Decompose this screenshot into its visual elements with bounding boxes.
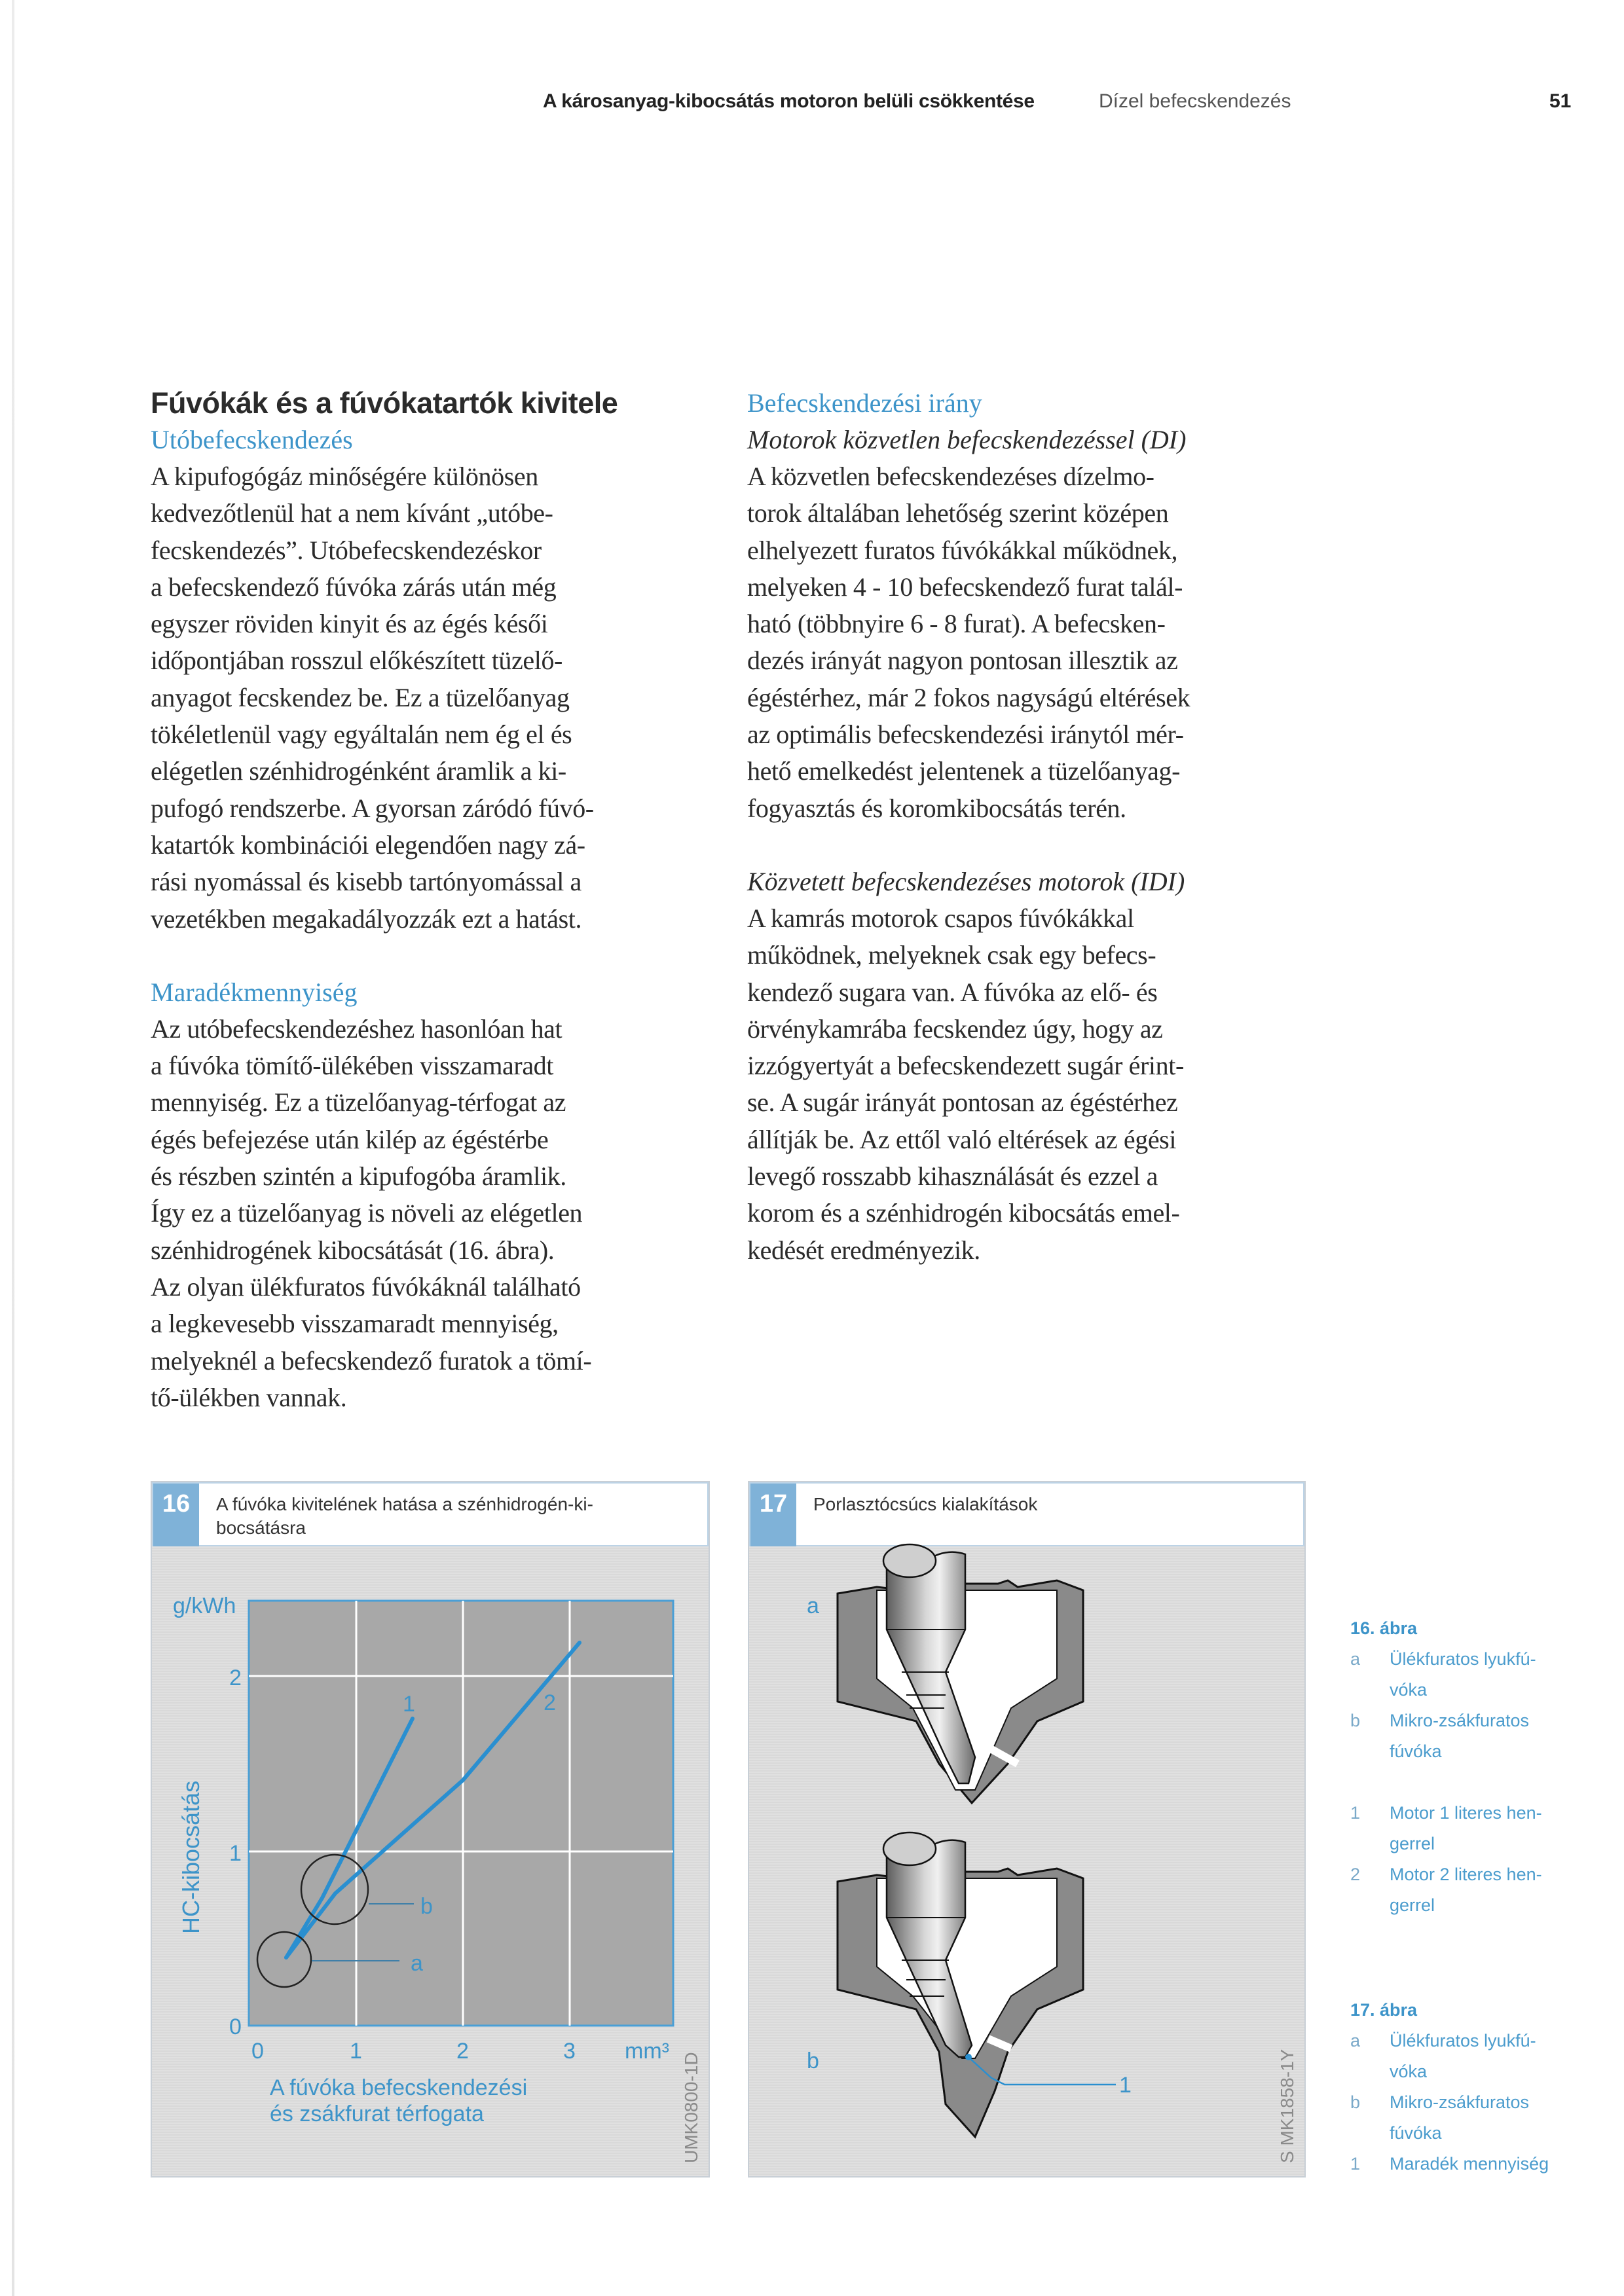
page-number: 51 bbox=[1549, 90, 1572, 112]
text-line: a fúvóka tömítő-ülékében visszamaradt bbox=[151, 1051, 553, 1081]
y-tick-0: 0 bbox=[229, 2014, 242, 2039]
y-tick-2: 2 bbox=[229, 1666, 242, 1690]
legend-item bbox=[1350, 2087, 1586, 2149]
running-header-chapter: Dízel befecskendezés bbox=[1099, 90, 1291, 112]
legend-16-title: 16. ábra bbox=[1350, 1618, 1418, 1638]
legend-key: a bbox=[1350, 1649, 1361, 1669]
text-line: és részben szintén a kipufogóba áramlik. bbox=[151, 1161, 566, 1192]
paragraph-di bbox=[747, 458, 1323, 827]
text-line: Az olyan ülékfuratos fúvókáknál található bbox=[151, 1271, 581, 1302]
text-line: melyeknél a befecskendező furatok a tömí- bbox=[151, 1345, 592, 1376]
text-line: Az utóbefecskendezéshez hasonlóan hat bbox=[151, 1013, 563, 1044]
legend-item bbox=[1350, 1705, 1586, 1767]
text-line: működnek, melyeknek csak egy befecs- bbox=[747, 940, 1156, 970]
text-line: torok általában lehetőség szerint középen bbox=[747, 498, 1169, 528]
legend-key: 1 bbox=[1350, 1803, 1361, 1823]
legend-item bbox=[1350, 1798, 1586, 1859]
legend-key: 2 bbox=[1350, 1865, 1361, 1884]
marker-label-a: a bbox=[411, 1951, 423, 1976]
text-line: állítják be. Az ettől való eltérések az égési bbox=[747, 1124, 1177, 1154]
text-line: a befecskendező fúvóka zárás után még bbox=[151, 572, 557, 602]
callout-label-1: 1 bbox=[1119, 2073, 1132, 2098]
text-line: örvénykamrába fecskendez úgy, hogy az bbox=[747, 1013, 1163, 1044]
legend-item bbox=[1350, 2026, 1586, 2087]
text-line: Így ez a tüzelőanyag is növeli az elégetlen bbox=[151, 1198, 583, 1228]
text-line: elhelyezett furatos fúvókákkal működnek, bbox=[747, 535, 1178, 565]
x-axis-label-line2: és zsákfurat térfogata bbox=[270, 2102, 484, 2126]
figure-17 bbox=[748, 1481, 1306, 2178]
panel-label-a: a bbox=[807, 1594, 819, 1618]
nozzle-b-drawing bbox=[838, 1832, 1116, 2137]
text-line: mennyiség. Ez a tüzelőanyag-térfogat az bbox=[151, 1087, 566, 1118]
text-line: dezés irányát nagyon pontosan illesztik az bbox=[747, 646, 1178, 676]
curve-label-2: 2 bbox=[544, 1690, 556, 1715]
y-axis-label: HC-kibocsátás bbox=[177, 1780, 204, 1934]
paragraph-maradekmennyiseg bbox=[151, 1011, 727, 1416]
marker-label-b: b bbox=[420, 1894, 433, 1919]
left-column bbox=[151, 385, 727, 1416]
figure-16-number: 16 bbox=[153, 1484, 199, 1546]
text-line: a legkevesebb visszamaradt mennyiség, bbox=[151, 1309, 559, 1339]
page-title: Fúvókák és a fúvókatartók kivitele bbox=[151, 386, 618, 420]
text-line: időpontjában rosszul előkészített tüzelő- bbox=[151, 646, 563, 676]
text-line: elégetlen szénhidrogénként áramlik a ki- bbox=[151, 756, 566, 786]
figure-16 bbox=[151, 1481, 710, 2178]
paragraph-idi bbox=[747, 900, 1323, 1269]
text-line: vezetékben megakadályozzák ezt a hatást. bbox=[151, 903, 582, 934]
y-unit: g/kWh bbox=[173, 1594, 236, 1618]
subheading-idi: Közvetett befecskendezéses motorok (IDI) bbox=[747, 866, 1185, 896]
text-line: rási nyomással és kisebb tartónyomással a bbox=[151, 867, 581, 897]
text-line: tökéletlenül vagy egyáltalán nem ég el és bbox=[151, 720, 572, 750]
section-heading-utobefecskendezes: Utóbefecskendezés bbox=[151, 425, 353, 454]
x-tick-2: 2 bbox=[456, 2039, 469, 2064]
text-line: égés befejezése után kilép az égéstérbe bbox=[151, 1124, 549, 1154]
figure-16-legend bbox=[1350, 1613, 1586, 1921]
text-line: szénhidrogének kibocsátását (16. ábra). bbox=[151, 1235, 555, 1265]
text-line: korom és a szénhidrogén kibocsátás emel- bbox=[747, 1198, 1180, 1228]
legend-value: Motor 2 literes hen- gerrel bbox=[1390, 1865, 1542, 1915]
legend-key: 1 bbox=[1350, 2154, 1361, 2174]
curve-label-1: 1 bbox=[403, 1692, 415, 1717]
y-tick-1: 1 bbox=[229, 1841, 242, 1866]
hc-emission-chart bbox=[152, 1482, 709, 2176]
figure-17-title: Porlasztócsúcs kialakítások bbox=[813, 1494, 1038, 1514]
section-heading-maradekmennyiseg: Maradékmennyiség bbox=[151, 977, 358, 1007]
nozzle-tip-illustrations bbox=[749, 1482, 1304, 2176]
text-line: pufogó rendszerbe. A gyorsan záródó fúvó- bbox=[151, 793, 594, 823]
figure-17-code: S MK1858-1Y bbox=[1277, 2049, 1297, 2163]
text-line: anyagot fecskendez be. Ez a tüzelőanyag bbox=[151, 682, 570, 712]
scan-edge-artifact bbox=[12, 0, 14, 2296]
legend-value: Motor 1 literes hen- gerrel bbox=[1390, 1803, 1542, 1853]
text-line: hető emelkedést jelentenek a tüzelőanyag- bbox=[747, 756, 1181, 786]
nozzle-a-drawing bbox=[838, 1544, 1083, 1803]
legend-key: b bbox=[1350, 1711, 1361, 1730]
text-line: tő-ülékben vannak. bbox=[151, 1382, 347, 1412]
text-line: egyszer röviden kinyit és az égés késői bbox=[151, 609, 548, 639]
text-line: fecskendezés”. Utóbefecskendezéskor bbox=[151, 535, 542, 565]
text-line: A közvetlen befecskendezéses dízelmo- bbox=[747, 462, 1154, 491]
panel-label-b: b bbox=[807, 2049, 819, 2073]
legend-item bbox=[1350, 1644, 1586, 1705]
x-axis-label-line1: A fúvóka befecskendezési bbox=[270, 2075, 528, 2100]
text-line: égéstérhez, már 2 fokos nagyságú eltérések bbox=[747, 682, 1190, 712]
figure-16-title-line: bocsátásra bbox=[216, 1518, 306, 1538]
running-header-section: A károsanyag-kibocsátás motoron belüli csökkentése bbox=[543, 90, 1035, 112]
figure-17-legend bbox=[1350, 1995, 1586, 2179]
legend-17-title: 17. ábra bbox=[1350, 2000, 1418, 2020]
text-line: az optimális befecskendezési iránytól mér- bbox=[747, 720, 1184, 750]
legend-key: b bbox=[1350, 2092, 1361, 2112]
x-tick-0: 0 bbox=[251, 2039, 264, 2064]
text-line: melyeken 4 - 10 befecskendező furat talál- bbox=[747, 572, 1183, 602]
text-line: kedvezőtlenül hat a nem kívánt „utóbe- bbox=[151, 498, 553, 528]
x-unit: mm³ bbox=[625, 2039, 669, 2064]
right-column bbox=[747, 385, 1323, 1269]
figure-16-code: UMK0800-1D bbox=[681, 2052, 701, 2163]
running-header bbox=[0, 90, 1624, 117]
text-line: kendező sugara van. A fúvóka az elő- és bbox=[747, 977, 1158, 1007]
paragraph-utobefecskendezes bbox=[151, 458, 727, 938]
x-tick-1: 1 bbox=[350, 2039, 362, 2064]
text-line: ható (többnyire 6 - 8 furat). A befecsken- bbox=[747, 609, 1166, 639]
legend-item bbox=[1350, 1859, 1586, 1921]
legend-item bbox=[1350, 2149, 1586, 2179]
text-line: A kipufogógáz minőségére különösen bbox=[151, 462, 538, 491]
text-line: izzógyertyát a befecskendezett sugár érint- bbox=[747, 1051, 1184, 1081]
subheading-di: Motorok közvetlen befecskendezéssel (DI) bbox=[747, 425, 1187, 454]
legend-value: Mikro-zsákfuratos fúvóka bbox=[1390, 2092, 1530, 2143]
x-tick-3: 3 bbox=[563, 2039, 576, 2064]
section-heading-befecskendezesi-irany: Befecskendezési irány bbox=[747, 388, 982, 418]
legend-value: Maradék mennyiség bbox=[1390, 2154, 1549, 2174]
figure-16-title-line: A fúvóka kivitelének hatása a szénhidrogén-ki- bbox=[216, 1494, 593, 1514]
legend-value: Ülékfuratos lyukfú- vóka bbox=[1390, 2031, 1536, 2081]
figure-17-number: 17 bbox=[750, 1484, 796, 1546]
text-line: se. A sugár irányát pontosan az égéstérhez bbox=[747, 1087, 1178, 1118]
legend-key: a bbox=[1350, 2031, 1361, 2050]
legend-value: Mikro-zsákfuratos fúvóka bbox=[1390, 1711, 1530, 1761]
text-line: kedését eredményezik. bbox=[747, 1235, 980, 1265]
text-line: katartók kombinációi elegendően nagy zá- bbox=[151, 829, 585, 860]
text-line: A kamrás motorok csapos fúvókákkal bbox=[747, 903, 1134, 933]
text-line: fogyasztás és koromkibocsátás terén. bbox=[747, 793, 1126, 823]
legend-value: Ülékfuratos lyukfú- vóka bbox=[1390, 1649, 1536, 1700]
text-line: levegő rosszabb kihasználását és ezzel a bbox=[747, 1161, 1158, 1192]
